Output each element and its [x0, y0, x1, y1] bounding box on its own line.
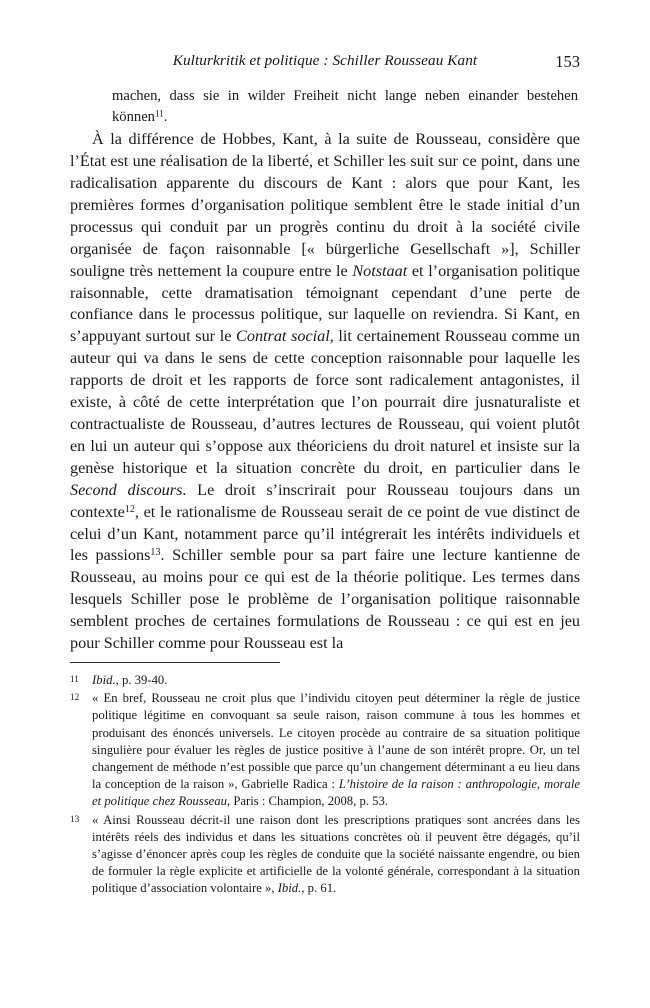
footnote-ref-11[interactable]: 11: [154, 107, 164, 118]
footnotes-area: [70, 662, 580, 899]
paragraph-segment-3: , lit certainement Rousseau comme un auteur qui va dans le sens de cette conception raisonnable pour laquelle les rapports de droit et les rapports de force sont radicalement antagonistes, il existe, à côté de cette interprétation que l’on pourrait dire jusnaturaliste et contractualiste de Rousseau, d’autres lectures de Rousseau, qui voient plutôt en lui un auteur qui s’oppose aux théoriciens du droit naturel et insiste sur la genèse historique et la situation concrète du droit, en particulier dans le: [70, 327, 580, 477]
footnote-12-segment-1: « En bref, Rousseau ne croit plus que l’individu citoyen peut déterminer la règle de justice politique légitime en convoquant sa seule raison, raison commune à tous les hommes et produisant des énoncés universels. Le citoyen procède au contraire de sa situation politique singulière pour évaluer les règles de justice positive à l’aune de son intérêt propre. Or, un tel changement de méthode n’est possible que parce qu’un changement déterminant a eu lieu dans la conception de la raison », Gabrielle Radica :: [92, 691, 580, 792]
footnote-13: [70, 812, 580, 898]
footnote-separator-rule: [70, 662, 280, 663]
footnote-12-book-title: L’histoire de la raison : anthropologie, morale et politique chez Rousseau: [92, 777, 580, 809]
footnote-ref-12[interactable]: 12: [124, 503, 135, 515]
title-contrat-social: Contrat social: [236, 327, 330, 346]
paragraph-segment-2: et l’organisation politique raisonnable, cette dramatisation témoignant cependant d’une perte de confiance dans le processus politique, sur laquelle on reviendra. Si Kant, en s’appuyant surtout sur le: [70, 261, 580, 346]
running-head-title: Kulturkritik et politique : Schiller Rousseau Kant: [172, 52, 478, 69]
footnote-11-ibid: Ibid.: [92, 673, 116, 687]
footnote-number-11[interactable]: 11: [70, 674, 79, 684]
footnote-13-segment-1: « Ainsi Rousseau décrit-il une raison dont les prescriptions pratiques sont ancrées dans les intérêts réels des individus et dans les situations concrètes où il peuvent être dégagés, qu’il s’agisse d’énoncer après coup les règles de conduite que la société naissante engendre, ou bien de formuler la règle explicite et artificielle de la volonté générale, correspondant à la situation politique d’association volontaire »,: [92, 812, 580, 896]
paragraph-segment-6: . Schiller semble pour sa part faire une lecture kantienne de Rousseau, au moins pour ce qui est de la théorie politique. Les termes dans lesquels Schiller pose le problème de l’organisation politique raisonnable semblent proches de certaines formulations de Rousseau : ce qui est en jeu pour Schiller comme pour Rousseau est la: [70, 546, 581, 653]
title-second-discours: Second discours: [70, 480, 183, 499]
footnote-11-text: , p. 39-40.: [115, 673, 168, 687]
footnote-12-segment-2: , Paris : Champion, 2008, p. 53.: [226, 794, 389, 809]
block-quote: [70, 86, 580, 127]
footnote-12: [70, 690, 580, 810]
paragraph-segment-4: . Le droit s’inscrirait pour Rousseau toujours dans un contexte: [70, 480, 580, 521]
body-paragraph: [70, 129, 580, 655]
footnote-number-13[interactable]: 13: [70, 813, 80, 824]
text-block: [70, 86, 580, 655]
block-quote-text: machen, dass sie in wilder Freiheit nicht lange neben einander bestehen können: [112, 88, 578, 125]
term-notstaat: Notstaat: [352, 261, 408, 280]
page-number: 153: [555, 52, 580, 71]
running-head: [70, 52, 580, 74]
block-quote-terminal-punctuation: .: [163, 108, 168, 125]
footnote-ref-13[interactable]: 13: [150, 547, 161, 559]
paragraph-segment-1: À la différence de Hobbes, Kant, à la suite de Rousseau, considère que l’État est une réalisation de la liberté, et Schiller les suit sur ce point, dans une radicalisation apparente du discours de Kant : alors que pour Kant, les premières formes d’organisation politique semblent être le stade initial d’un processus qui conduit par un progrès continu du droit à la société civile organisée de façon raisonnable [« bürgerliche Gesellschaft »], Schiller souligne très nettement la coupure entre le: [70, 130, 580, 280]
footnote-11: [70, 672, 580, 689]
footnote-number-12[interactable]: 12: [70, 692, 80, 703]
paragraph-segment-5: , et le rationalisme de Rousseau serait de ce point de vue distinct de celui d’un Kant, notamment parce qu’il intégrerait les intérêts individuels et les passions: [70, 502, 580, 565]
footnote-13-ibid: Ibid.,: [277, 881, 305, 896]
footnote-13-segment-2: p. 61.: [304, 881, 337, 896]
